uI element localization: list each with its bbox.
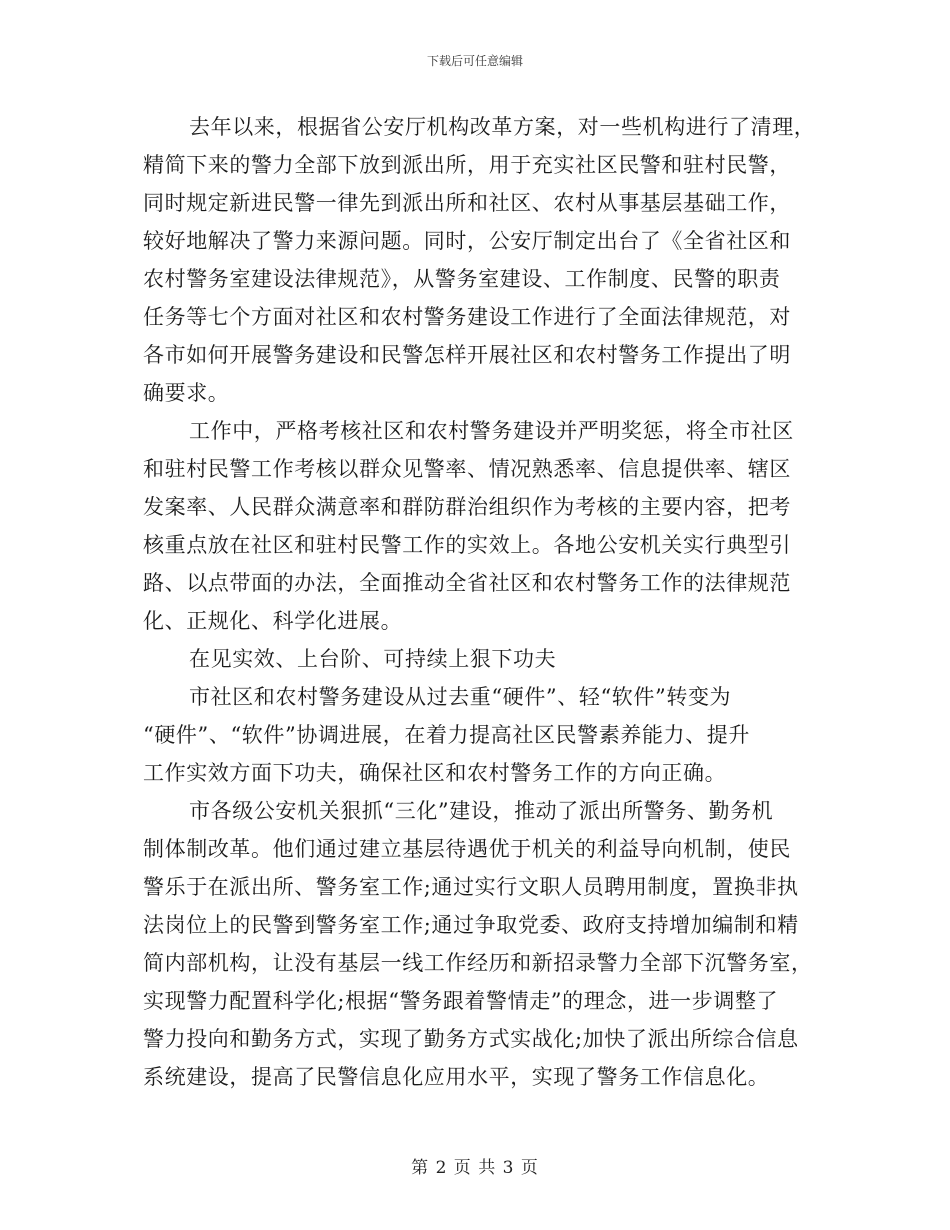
- body-line: 法岗位上的民警到警务室工作;通过争取党委、政府支持增加编制和精: [143, 913, 799, 937]
- body-line: 简内部机构，让没有基层一线工作经历和新招录警力全部下沉警务室，: [143, 951, 813, 975]
- body-line: 路、以点带面的办法，全面推动全省社区和农村警务工作的法律规范: [143, 571, 791, 595]
- body-line: 化、正规化、科学化进展。: [143, 609, 403, 633]
- section-heading: 在见实效、上台阶、可持续上狠下功夫: [189, 647, 557, 671]
- body-line: 市社区和农村警务建设从过去重“硬件”、轻“软件”转变为: [189, 685, 732, 709]
- body-line: 系统建设，提高了民警信息化应用水平，实现了警务工作信息化。: [143, 1065, 770, 1089]
- body-line: 和驻村民警工作考核以群众见警率、情况熟悉率、信息提供率、辖区: [143, 457, 791, 481]
- body-line: 精简下来的警力全部下放到派出所，用于充实社区民警和驻村民警，: [143, 153, 791, 177]
- body-line: 确要求。: [143, 381, 230, 405]
- page-footer: 第 2 页 共 3 页: [411, 1158, 539, 1178]
- body-line: 制体制改革。他们通过建立基层待遇优于机关的利益导向机制，使民: [143, 837, 791, 861]
- document-body: [143, 108, 816, 1096]
- body-line: “硬件”、“软件”协调进展，在着力提高社区民警素养能力、提升: [143, 723, 750, 747]
- body-line: 警乐于在派出所、警务室工作;通过实行文职人员聘用制度，置换非执: [143, 875, 799, 899]
- body-line: 同时规定新进民警一律先到派出所和社区、农村从事基层基础工作，: [143, 191, 791, 215]
- body-line: 市各级公安机关狠抓“三化”建设，推动了派出所警务、勤务机: [189, 799, 774, 823]
- body-line: 工作中，严格考核社区和农村警务建设并严明奖惩，将全市社区: [189, 419, 794, 443]
- body-line: 去年以来，根据省公安厅机构改革方案，对一些机构进行了清理，: [189, 115, 816, 139]
- body-line: 实现警力配置科学化;根据“警务跟着警情走”的理念，进一步调整了: [143, 989, 779, 1013]
- body-line: 各市如何开展警务建设和民警怎样开展社区和农村警务工作提出了明: [143, 343, 791, 367]
- page-header: 下载后可任意编辑: [426, 54, 523, 68]
- body-line: 农村警务室建设法律规范》，从警务室建设、工作制度、民警的职责: [143, 267, 781, 291]
- body-line: 警力投向和勤务方式，实现了勤务方式实战化;加快了派出所综合信息: [143, 1027, 799, 1051]
- body-line: 较好地解决了警力来源问题。同时，公安厅制定出台了《全省社区和: [143, 229, 791, 253]
- body-line: 工作实效方面下功夫，确保社区和农村警务工作的方向正确。: [143, 761, 727, 785]
- body-line: 发案率、人民群众满意率和群防群治组织作为考核的主要内容，把考: [143, 495, 791, 519]
- body-line: 任务等七个方面对社区和农村警务建设工作进行了全面法律规范，对: [143, 305, 791, 329]
- body-line: 核重点放在社区和驻村民警工作的实效上。各地公安机关实行典型引: [143, 533, 791, 557]
